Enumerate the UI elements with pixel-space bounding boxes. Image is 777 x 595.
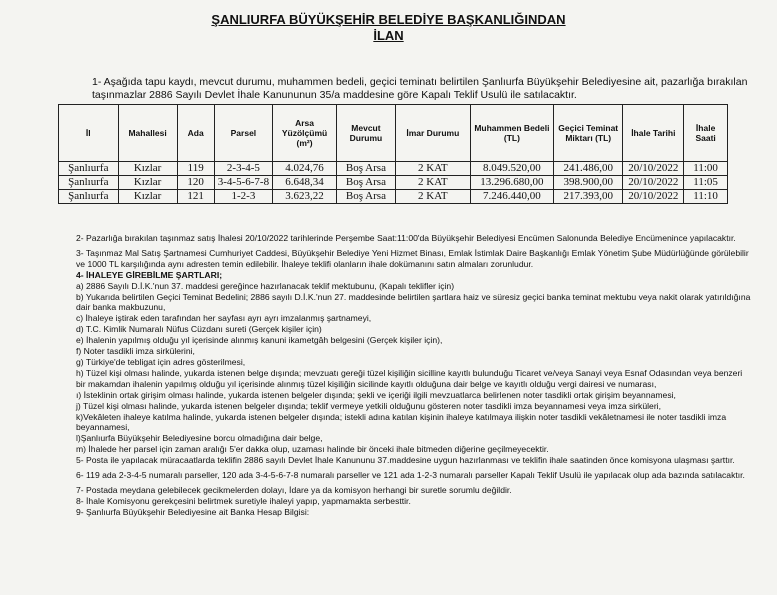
clause-6: 6- 119 ada 2-3-4-5 numaralı parseller, 120 ada 3-4-5-6-7-8 numaralı parseller ve 121 ada 1-2-3 numaralı parseller Kapalı Teklif Usulü ile yapılacak olup ada bazında satılacaktır. bbox=[76, 470, 745, 481]
condition-g: g) Türkiye'de tebligat için adres gösterilmesi, bbox=[76, 356, 246, 367]
clause-7: 7- Postada meydana gelebilecek gecikmelerden dolayı, İdare ya da komisyon herhangi bir suretle sorumlu değildir. bbox=[76, 484, 512, 495]
condition-f: f) Noter tasdikli imza sirkülerini, bbox=[76, 346, 195, 357]
condition-l: l)Şanlıurfa Büyükşehir Belediyesine borcu olmadığına dair belge, bbox=[76, 433, 323, 444]
table-row bbox=[59, 190, 728, 204]
intro-paragraph: 1- Aşağıda tapu kaydı, mevcut durumu, muhammen bedeli, geçici teminatı belirtilen Şanlıurfa Büyükşehir Belediyesine ait, pazarlığa bırakılan taşınmazlar 2886 Sayılı Devlet İhale Kanununun 35/a maddesine göre Kapalı Teklif Usulü ile satılacaktır. bbox=[92, 76, 748, 101]
cell-mahalle: Kızlar bbox=[118, 162, 177, 176]
header-muhammen: Muhammen Bedeli (TL) bbox=[470, 105, 553, 162]
clause-2: 2- Pazarlığa bırakılan taşınmaz satış İhalesi 20/10/2022 tarihlerinde Perşembe Saat:11:00'da Büyükşehir Belediyesi Encümen Salonunda Belediye Encümenince yapılacaktır. bbox=[76, 233, 736, 243]
table-header-row bbox=[59, 105, 728, 162]
cell-teminat: 217.393,00 bbox=[554, 190, 623, 204]
cell-il: Şanlıurfa bbox=[59, 176, 119, 190]
condition-m: m) İhalede her parsel için zaman aralığı 5'er dakka olup, uzaması halinde bir önceki ihale bitmeden diğerine geçilmeyecektir. bbox=[76, 444, 549, 455]
header-saat: İhale Saati bbox=[684, 105, 728, 162]
cell-imar: 2 KAT bbox=[395, 190, 470, 204]
cell-teminat: 241.486,00 bbox=[554, 162, 623, 176]
cell-il: Şanlıurfa bbox=[59, 162, 119, 176]
cell-mahalle: Kızlar bbox=[118, 190, 177, 204]
clause-3: 3- Taşınmaz Mal Satış Şartnamesi Cumhuriyet Caddesi, Büyükşehir Belediye Yeni Hizmet Binası, Emlak İstimlak Daire Başkanlığı Emlak Yönetim Şube Müdürlüğünde görülebilir ve 1000 TL karşılığında aynı adresten temin edilebilir. İhaleye teklifi olanların ihale dokümanını satın almaları zorunludur. bbox=[76, 247, 749, 269]
condition-a: a) 2886 Sayılı D.İ.K.'nun 37. maddesi gereğince hazırlanacak teklif mektubunu, (Kapalı teklifler için) bbox=[76, 280, 455, 291]
cell-tarih: 20/10/2022 bbox=[623, 162, 684, 176]
header-il: İl bbox=[59, 105, 119, 162]
cell-arsa: 4.024,76 bbox=[273, 162, 337, 176]
cell-mevcut: Boş Arsa bbox=[336, 162, 395, 176]
cell-il: Şanlıurfa bbox=[59, 190, 119, 204]
condition-k: k)Vekâleten ihaleye katılma halinde, yukarda istenen belgeler dışında; istekli adına katılan kişinin ihaleye katılmaya ilişkin noter tasdikli vekâletnamesi ile noter tasdikli imza beyannamesi, bbox=[76, 411, 727, 433]
header-arsa: Arsa Yüzölçümü (m²) bbox=[273, 105, 337, 162]
cell-arsa: 6.648,34 bbox=[273, 176, 337, 190]
header-parsel: Parsel bbox=[214, 105, 272, 162]
property-table bbox=[58, 104, 728, 204]
cell-arsa: 3.623,22 bbox=[273, 190, 337, 204]
clauses-section bbox=[76, 233, 752, 518]
clause-4-heading: 4- İHALEYE GİREBİLME ŞARTLARI; bbox=[76, 269, 223, 280]
cell-saat: 11:05 bbox=[684, 176, 728, 190]
cell-tarih: 20/10/2022 bbox=[623, 176, 684, 190]
cell-parsel: 2-3-4-5 bbox=[214, 162, 272, 176]
cell-parsel: 3-4-5-6-7-8 bbox=[214, 176, 272, 190]
condition-b: b) Yukarıda belirtilen Geçici Teminat Bedelini; 2886 sayılı D.İ.K.'nun 27. maddesinde belirtilen şartlara haiz ve süresiz geçici banka teminat mektubu veya nakit olarak yatırıldığına dair banka makbuzunu, bbox=[76, 291, 751, 313]
condition-c: c) İhaleye iştirak eden tarafından her sayfası ayrı ayrı imzalanmış şartnameyi, bbox=[76, 313, 372, 324]
header-ada: Ada bbox=[177, 105, 214, 162]
table-row bbox=[59, 176, 728, 190]
cell-imar: 2 KAT bbox=[395, 162, 470, 176]
header-teminat: Geçici Teminat Miktarı (TL) bbox=[554, 105, 623, 162]
clause-9: 9- Şanlıurfa Büyükşehir Belediyesine ait Banka Hesap Bilgisi: bbox=[76, 506, 310, 517]
cell-saat: 11:10 bbox=[684, 190, 728, 204]
cell-imar: 2 KAT bbox=[395, 176, 470, 190]
condition-d: d) T.C. Kimlik Numaralı Nüfus Cüzdanı sureti (Gerçek kişiler için) bbox=[76, 324, 322, 335]
cell-mevcut: Boş Arsa bbox=[336, 176, 395, 190]
condition-i: ı) İsteklinin ortak girişim olması halinde, yukarda istenen belgeler dışında; şekli ve içeriği ilgili mevzuatlarca belirlenen noter tasdikli ortak girişim beyannamesi, bbox=[76, 389, 676, 400]
cell-ada: 119 bbox=[177, 162, 214, 176]
announcement-heading: İLAN bbox=[373, 28, 404, 43]
cell-tarih: 20/10/2022 bbox=[623, 190, 684, 204]
header-mevcut: Mevcut Durumu bbox=[336, 105, 395, 162]
cell-mevcut: Boş Arsa bbox=[336, 190, 395, 204]
table-row bbox=[59, 162, 728, 176]
authority-heading: ŞANLIURFA BÜYÜKŞEHİR BELEDİYE BAŞKANLIĞINDAN bbox=[211, 12, 566, 27]
cell-ada: 121 bbox=[177, 190, 214, 204]
clause-5: 5- Posta ile yapılacak müracaatlarda teklifin 2886 sayılı Devlet İhale Kanununu 37.maddesine uygun hazırlanması ve teklifin ihale saatinden önce komisyona ulaşması şarttır. bbox=[76, 455, 735, 466]
cell-muhammen: 13.296.680,00 bbox=[470, 176, 553, 190]
condition-e: e) İhalenin yapılmış olduğu yıl içerisinde alınmış kanuni ikametgâh belgesini (Gerçek kişiler için), bbox=[76, 335, 443, 346]
cell-teminat: 398.900,00 bbox=[554, 176, 623, 190]
cell-mahalle: Kızlar bbox=[118, 176, 177, 190]
condition-j: j) Tüzel kişi olması halinde, yukarda istenen belgeler dışında; teklif vermeye yetkili olduğunu gösteren noter tasdikli imza beyannamesi veya imza sirküleri, bbox=[76, 400, 661, 411]
cell-saat: 11:00 bbox=[684, 162, 728, 176]
header-imar: İmar Durumu bbox=[395, 105, 470, 162]
header-mahalle: Mahallesi bbox=[118, 105, 177, 162]
cell-muhammen: 7.246.440,00 bbox=[470, 190, 553, 204]
cell-ada: 120 bbox=[177, 176, 214, 190]
cell-muhammen: 8.049.520,00 bbox=[470, 162, 553, 176]
header-tarih: İhale Tarihi bbox=[623, 105, 684, 162]
clause-8: 8- İhale Komisyonu gerekçesini belirtmek suretiyle ihaleyi yapıp, yapmamakta serbesttir. bbox=[76, 495, 411, 506]
condition-h: h) Tüzel kişi olması halinde, yukarda istenen belge dışında; mevzuatı gereği tüzel kişiliğin sicilline kayıtlı bulunduğu Ticaret ve/veya Sanayi veya Esnaf Odasından veya benzeri bir makamdan ihalenin yapılmış olduğu yıl içerisinde alınmış tüzel kişiliğin sicilinde kayıtlı olduğuna dair belge ve kayıtlı olduğu vergi dairesi ve numarası, bbox=[76, 367, 743, 389]
cell-parsel: 1-2-3 bbox=[214, 190, 272, 204]
